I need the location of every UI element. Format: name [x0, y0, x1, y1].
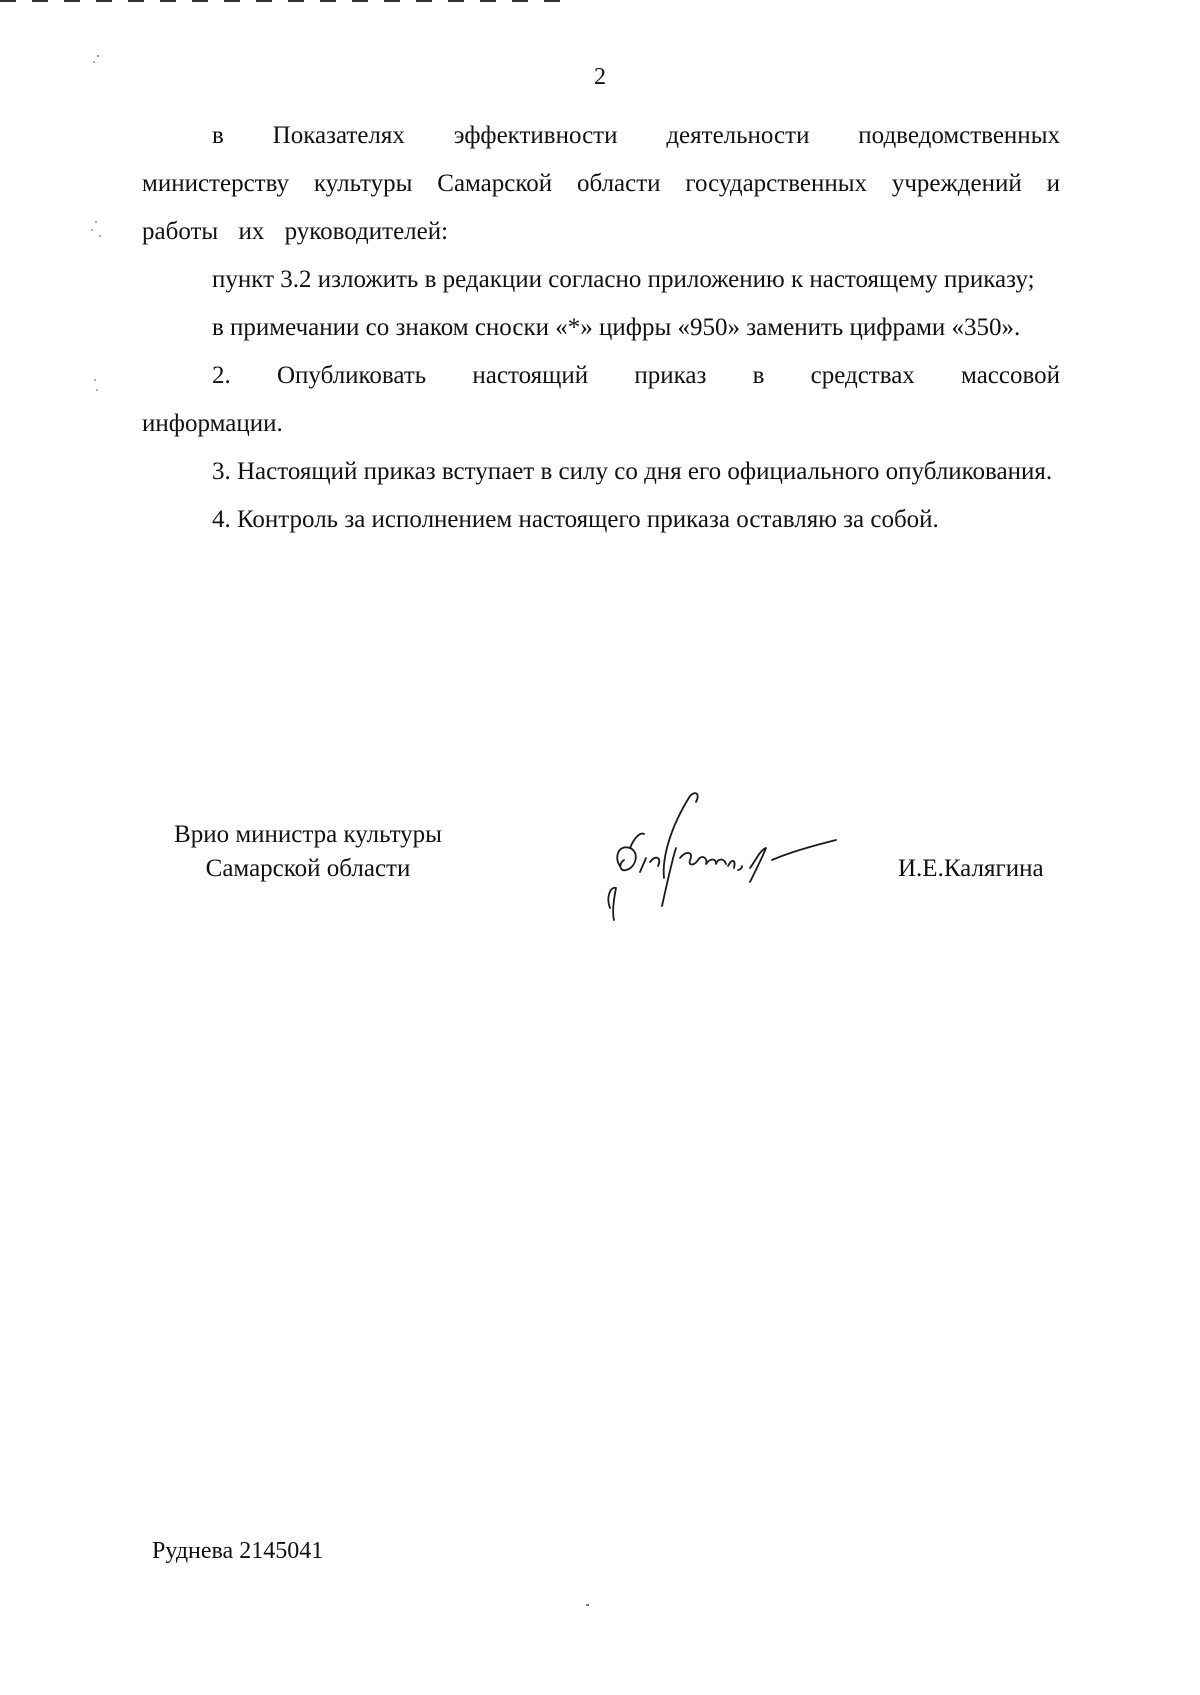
signatory-position-line2: Самарской области: [205, 855, 411, 882]
signature-block: [0, 818, 1200, 938]
paragraph-item-2: 2. Опубликовать настоящий приказ в средствах массовой информации.: [142, 362, 1060, 437]
paragraph-footnote-note: в примечании со знаком сноски «*» цифры «950» заменить цифрами «350».: [212, 314, 1021, 341]
page-number: 2: [594, 64, 606, 90]
document-body: [142, 112, 1060, 544]
margin-marks: [84, 50, 104, 410]
paragraph-item-4: 4. Контроль за исполнением настоящего приказа оставляю за собой.: [212, 506, 939, 533]
top-dashed-line: [0, 0, 560, 2]
paragraph-item-3: 3. Настоящий приказ вступает в силу со дня его официального опубликования.: [212, 458, 1053, 485]
signatory-position-line1: Врио министра культуры: [174, 821, 442, 848]
paragraph-indicators: в Показателях эффективности деятельности подведомственных министерству культуры Самарской области государственных учреждений и работы их руководителей:: [142, 122, 1060, 245]
signatory-name: И.Е.Калягина: [898, 855, 1044, 882]
executor-contact: Руднева 2145041: [152, 1538, 324, 1564]
paragraph-point-3-2: пункт 3.2 изложить в редакции согласно приложению к настоящему приказу;: [212, 266, 1035, 293]
scan-speck: [586, 1604, 589, 1606]
signatory-position: [148, 818, 468, 886]
handwritten-signature: [600, 788, 860, 938]
